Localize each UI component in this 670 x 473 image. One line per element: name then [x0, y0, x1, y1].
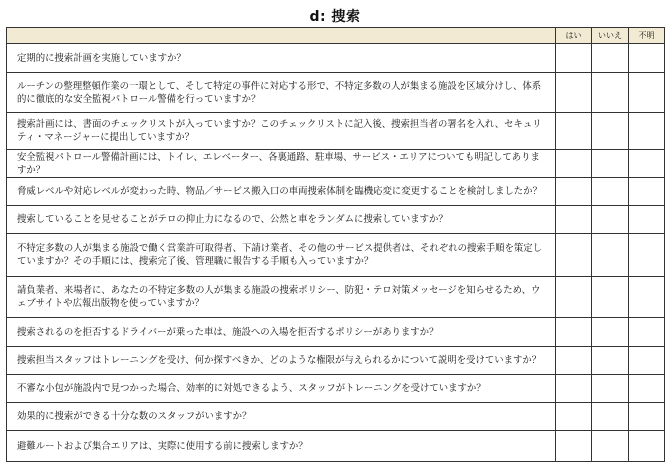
no-answer-cell[interactable]: [592, 206, 629, 234]
header-row: [7, 28, 665, 44]
question-text: 不審な小包が施設内で見つかった場合、効率的に対処できるよう、スタッフがトレーニングを受けていますか？: [7, 375, 556, 403]
unknown-answer-cell[interactable]: [629, 234, 665, 277]
question-text: 脅威レベルや対応レベルが変わった時、物品／サービス搬入口の車両捜索体制を臨機応変に変更することを検討しましたか？: [7, 178, 556, 206]
yes-answer-cell[interactable]: [556, 347, 592, 375]
yes-answer-cell[interactable]: [556, 403, 592, 431]
yes-answer-cell[interactable]: [556, 375, 592, 403]
unknown-answer-cell[interactable]: [629, 277, 665, 318]
no-answer-cell[interactable]: [592, 431, 629, 462]
table-row: [7, 113, 665, 150]
unknown-answer-cell[interactable]: [629, 206, 665, 234]
unknown-answer-cell[interactable]: [629, 403, 665, 431]
no-answer-cell[interactable]: [592, 347, 629, 375]
yes-answer-cell[interactable]: [556, 178, 592, 206]
no-answer-cell[interactable]: [592, 234, 629, 277]
no-answer-cell[interactable]: [592, 178, 629, 206]
table-row: [7, 73, 665, 113]
yes-answer-cell[interactable]: [556, 277, 592, 318]
question-text: 捜索担当スタッフはトレーニングを受け、何か探すべきか、どのような権限が与えられるかについて説明を受けていますか？: [7, 347, 556, 375]
question-text: 捜索計画には、書面のチェックリストが入っていますか？このチェックリストに記入後、捜索担当者の署名を入れ、セキュリティ・マネージャーに提出していますか？: [7, 113, 556, 150]
table-row: [7, 234, 665, 277]
yes-answer-cell[interactable]: [556, 318, 592, 347]
question-text: ルーチンの整理整頓作業の一環として、そして特定の事件に対応する形で、不特定多数の人が集まる施設を区域分けし、体系的に徹底的な安全監視パトロール警備を行っていますか？: [7, 73, 556, 113]
no-answer-cell[interactable]: [592, 403, 629, 431]
no-answer-cell[interactable]: [592, 150, 629, 178]
no-answer-cell[interactable]: [592, 318, 629, 347]
question-text: 不特定多数の人が集まる施設で働く営業許可取得者、下請け業者、その他のサービス提供者は、それぞれの捜索手順を策定していますか？その手順には、捜索完了後、管理職に報告する手順も入っていますか？: [7, 234, 556, 277]
unknown-column-header: 不明: [629, 28, 665, 44]
yes-answer-cell[interactable]: [556, 44, 592, 73]
table-row: [7, 150, 665, 178]
question-text: 効果的に捜索ができる十分な数のスタッフがいますか？: [7, 403, 556, 431]
no-answer-cell[interactable]: [592, 277, 629, 318]
unknown-answer-cell[interactable]: [629, 375, 665, 403]
unknown-answer-cell[interactable]: [629, 44, 665, 73]
unknown-answer-cell[interactable]: [629, 150, 665, 178]
yes-answer-cell[interactable]: [556, 431, 592, 462]
question-text: 捜索していることを見せることがテロの抑止力になるので、公然と車をランダムに捜索していますか？: [7, 206, 556, 234]
yes-answer-cell[interactable]: [556, 234, 592, 277]
no-answer-cell[interactable]: [592, 73, 629, 113]
search-checklist-table: [6, 27, 665, 462]
table-row: [7, 318, 665, 347]
unknown-answer-cell[interactable]: [629, 318, 665, 347]
unknown-answer-cell[interactable]: [629, 73, 665, 113]
yes-answer-cell[interactable]: [556, 150, 592, 178]
table-row: [7, 375, 665, 403]
page-title: d: 捜索: [309, 9, 361, 25]
table-row: [7, 277, 665, 318]
unknown-answer-cell[interactable]: [629, 113, 665, 150]
table-row: [7, 44, 665, 73]
unknown-answer-cell[interactable]: [629, 347, 665, 375]
yes-answer-cell[interactable]: [556, 206, 592, 234]
table-row: [7, 178, 665, 206]
no-column-header: いいえ: [592, 28, 629, 44]
unknown-answer-cell[interactable]: [629, 178, 665, 206]
question-column-header: [7, 28, 556, 44]
question-text: 捜索されるのを拒否するドライバーが乗った車は、施設への入場を拒否するポリシーがありますか？: [7, 318, 556, 347]
yes-answer-cell[interactable]: [556, 73, 592, 113]
table-row: [7, 347, 665, 375]
table-row: [7, 206, 665, 234]
no-answer-cell[interactable]: [592, 375, 629, 403]
no-answer-cell[interactable]: [592, 44, 629, 73]
question-text: 避難ルートおよび集合エリアは、実際に使用する前に捜索しますか？: [7, 431, 556, 462]
question-text: 請負業者、来場者に、あなたの不特定多数の人が集まる施設の捜索ポリシー、防犯・テロ対策メッセージを知らせるため、ウェブサイトや広報出版物を使っていますか？: [7, 277, 556, 318]
question-text: 定期的に捜索計画を実施していますか？: [7, 44, 556, 73]
no-answer-cell[interactable]: [592, 113, 629, 150]
table-row: [7, 431, 665, 462]
yes-column-header: はい: [556, 28, 592, 44]
unknown-answer-cell[interactable]: [629, 431, 665, 462]
yes-answer-cell[interactable]: [556, 113, 592, 150]
question-text: 安全監視パトロール警備計画には、トイレ、エレベーター、各裏通路、駐車場、サービス・エリアについても明記してありますか？: [7, 150, 556, 178]
table-row: [7, 403, 665, 431]
